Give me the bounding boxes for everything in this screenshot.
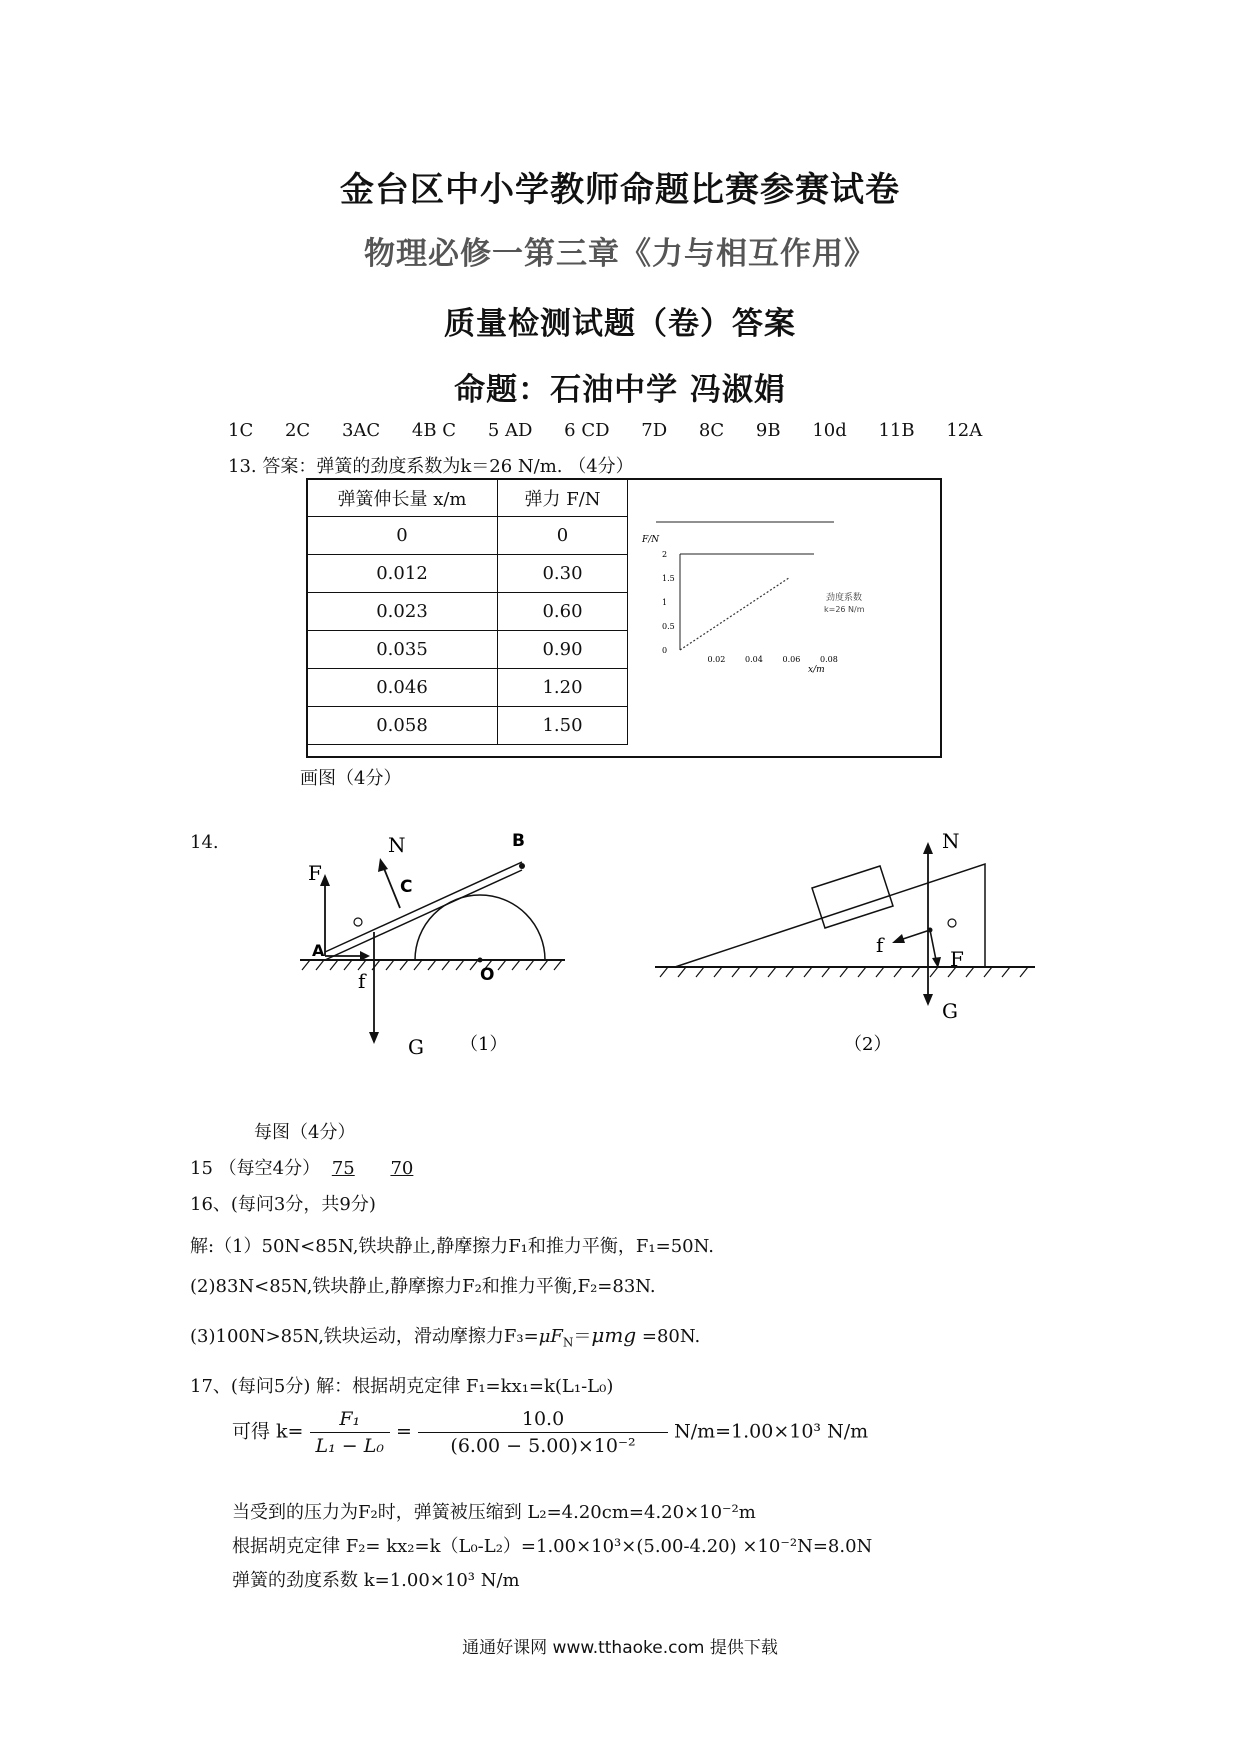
incline xyxy=(675,864,985,967)
y-tick-label: 1 xyxy=(662,598,668,607)
q15-blank-1: 75 xyxy=(331,1158,355,1179)
y-tick-label: 2 xyxy=(662,550,668,559)
semicircle xyxy=(415,895,545,960)
frac-numerator: F₁ xyxy=(310,1408,390,1433)
table-cell: 0.30 xyxy=(498,555,628,593)
q17-fraction-1 xyxy=(310,1408,390,1457)
table-cell: 0 xyxy=(498,517,628,555)
q17-header: 17、(每问5分) 解：根据胡克定律 F₁=kx₁=k(L₁-L₀) xyxy=(190,1376,614,1397)
label-b: B xyxy=(512,831,525,851)
figure-2-caption: （2） xyxy=(844,1034,892,1055)
label-g: G xyxy=(942,999,958,1023)
frac-denominator: L₁ − L₀ xyxy=(315,1435,384,1457)
q16-l3-sub: N xyxy=(562,1335,574,1350)
chart-annotation: 劲度系数 xyxy=(826,593,863,603)
label-n: N xyxy=(388,833,406,857)
arrow-head-icon xyxy=(923,994,933,1006)
y-tick-label: 0.5 xyxy=(662,622,675,631)
center-of-mass-icon xyxy=(948,919,956,927)
label-o: O xyxy=(480,965,495,985)
center-of-mass-icon xyxy=(354,918,362,926)
answer-10: 10d xyxy=(812,420,847,441)
table-cell: 1.50 xyxy=(498,707,628,745)
q17-line-3: 根据胡克定律 F₂= kx₂=k（L₀-L₂）=1.00×10³×(5.00-4.20) ×10⁻²N=8.0N xyxy=(232,1536,873,1557)
label-f-lower: f xyxy=(876,933,884,957)
ground-hatching xyxy=(302,960,562,970)
table-row xyxy=(307,631,628,669)
q17-line-2: 当受到的压力为F₂时，弹簧被压缩到 L₂=4.20cm=4.20×10⁻²m xyxy=(232,1502,756,1523)
paper-subtitle: 物理必修一第三章《力与相互作用》 xyxy=(364,236,876,272)
q13-fx-chart xyxy=(638,520,928,680)
answer-2: 2C xyxy=(284,420,311,441)
doc-type: 质量检测试题（卷）答案 xyxy=(444,306,796,342)
answer-7: 7D xyxy=(641,420,668,441)
chart-xlabel: x/m xyxy=(808,665,825,675)
rod-top xyxy=(325,862,522,952)
answer-9: 9B xyxy=(755,420,781,441)
answer-3: 3AC xyxy=(341,420,381,441)
q15-answer xyxy=(190,1154,413,1180)
table-cell: 0.058 xyxy=(307,707,498,745)
q17-eq-suffix: N/m=1.00×10³ N/m xyxy=(674,1420,869,1443)
q16-line-2: (2)83N<85N,铁块静止,静摩擦力F₂和推力平衡,F₂=83N. xyxy=(190,1276,656,1297)
answer-5: 5 AD xyxy=(487,420,533,441)
q17-fraction-2 xyxy=(418,1408,668,1457)
q13-score: 画图（4分） xyxy=(300,768,402,789)
table-cell: 0.023 xyxy=(307,593,498,631)
q16-l3-text: (3)100N>85N,铁块运动，滑动摩擦力F₃= xyxy=(190,1326,539,1347)
q14-number: 14. xyxy=(190,832,219,853)
q17-eq-prefix: 可得 k= xyxy=(232,1420,304,1443)
q15-prefix: 15 （每空4分） xyxy=(190,1158,321,1179)
page-footer: 通通好课网 www.tthaoke.com 提供下载 xyxy=(462,1638,778,1658)
table-cell: 0.035 xyxy=(307,631,498,669)
table-row xyxy=(307,555,628,593)
figure-1-caption: （1） xyxy=(460,1034,508,1055)
answer-6: 6 CD xyxy=(564,420,610,441)
q16-header: 16、(每问3分，共9分) xyxy=(190,1194,376,1215)
q13-box xyxy=(306,478,942,758)
q17-line-4: 弹簧的劲度系数 k=1.00×10³ N/m xyxy=(232,1570,520,1591)
paper-title: 金台区中小学教师命题比赛参赛试卷 xyxy=(340,170,900,210)
q13-data-table xyxy=(306,478,628,745)
y-tick-label: 1.5 xyxy=(662,574,675,583)
rod-bottom xyxy=(325,870,522,960)
label-n: N xyxy=(942,830,960,853)
chart-x-ticks xyxy=(708,655,838,664)
x-tick-label: 0.04 xyxy=(745,655,763,664)
table-header-row xyxy=(307,479,628,517)
ground-hatching xyxy=(660,967,1028,977)
table-row xyxy=(307,593,628,631)
contact-point xyxy=(928,928,933,933)
label-c: C xyxy=(400,877,413,897)
arrow-head-icon xyxy=(369,1032,379,1044)
q14-figure-1 xyxy=(290,830,590,1070)
frac-numerator: 10.0 xyxy=(418,1408,668,1433)
y-tick-label: 0 xyxy=(662,646,668,655)
q14-score: 每图（4分） xyxy=(254,1122,356,1143)
normal-force-arrow xyxy=(383,866,400,908)
answer-1: 1C xyxy=(228,420,254,441)
q17-equation xyxy=(232,1408,868,1457)
q16-line-1: 解:（1）50N<85N,铁块静止,静摩擦力F₁和推力平衡，F₁=50N. xyxy=(190,1236,714,1257)
table-row xyxy=(307,517,628,555)
answer-8: 8C xyxy=(698,420,725,441)
table-cell: 1.20 xyxy=(498,669,628,707)
chart-annotation: k=26 N/m xyxy=(824,605,865,614)
table-cell: 0 xyxy=(307,517,498,555)
table-row xyxy=(307,669,628,707)
table-cell: 0.90 xyxy=(498,631,628,669)
label-f-lower: f xyxy=(358,969,366,993)
table-row xyxy=(307,707,628,745)
table-header: 弹力 F/N xyxy=(498,479,628,517)
chart-series-line xyxy=(680,578,789,650)
q17-eq-mid: = xyxy=(396,1420,412,1443)
q16-l3-mumg: μmg xyxy=(591,1323,637,1347)
x-tick-label: 0.08 xyxy=(820,655,838,664)
label-a: A xyxy=(312,941,325,960)
label-g: G xyxy=(408,1035,424,1059)
table-cell: 0.046 xyxy=(307,669,498,707)
answer-12: 12A xyxy=(946,420,983,441)
arrow-head-icon xyxy=(923,842,933,854)
table-cell: 0.60 xyxy=(498,593,628,631)
q16-line-3 xyxy=(190,1322,700,1350)
friction-arrow xyxy=(900,930,930,940)
chart-ylabel: F/N xyxy=(642,535,660,545)
arrow-head-icon xyxy=(892,934,905,943)
label-f-upper: F xyxy=(308,861,322,885)
block xyxy=(812,866,893,928)
arrow-head-icon xyxy=(378,858,388,872)
table-cell: 0.012 xyxy=(307,555,498,593)
answer-11: 11B xyxy=(878,420,915,441)
label-f-upper: F xyxy=(950,947,964,971)
q16-l3-eq: ＝ xyxy=(573,1326,592,1347)
q16-l3-result: =80N. xyxy=(636,1326,701,1347)
x-tick-label: 0.02 xyxy=(707,655,726,664)
q13-answer: 13. 答案：弹簧的劲度系数为k＝26 N/m. （4分） xyxy=(228,456,634,477)
center-o xyxy=(478,958,483,963)
q14-figure-2 xyxy=(650,830,1050,1070)
chart-y-ticks xyxy=(662,550,675,655)
q16-l3-mufn: μF xyxy=(538,1326,563,1347)
point-b xyxy=(519,863,525,869)
answer-4: 4B C xyxy=(411,420,457,441)
choice-answers xyxy=(228,420,1008,441)
table-header: 弹簧伸长量 x/m xyxy=(307,479,498,517)
q15-blank-2: 70 xyxy=(390,1158,414,1179)
author-line: 命题：石油中学 冯淑娟 xyxy=(454,372,786,408)
x-tick-label: 0.06 xyxy=(782,655,801,664)
force-f-arrow xyxy=(930,930,936,960)
frac-denominator: (6.00 − 5.00)×10⁻² xyxy=(450,1435,636,1457)
